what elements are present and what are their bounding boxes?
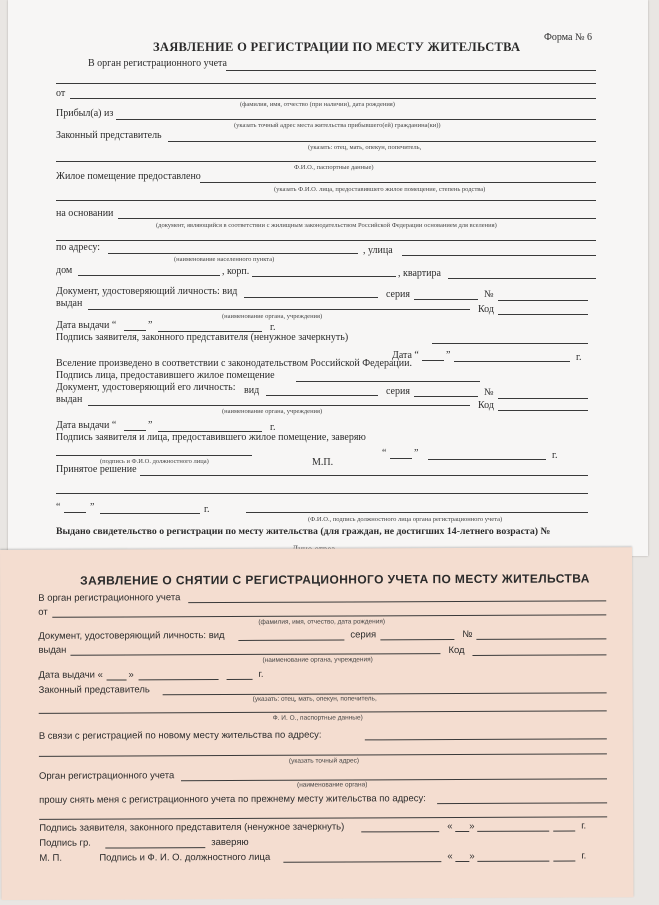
- street-field[interactable]: [402, 255, 596, 256]
- issue-year-label-f2: г.: [258, 668, 264, 680]
- date-year-1: г.: [576, 352, 582, 363]
- series-field-2[interactable]: [380, 639, 454, 640]
- to-organ-field-line2[interactable]: [56, 83, 596, 84]
- issue-date-label-2: Дата выдачи «: [38, 669, 103, 681]
- building-label: , корп.: [222, 266, 250, 277]
- issue-day-field-f2[interactable]: [107, 679, 127, 680]
- apartment-label: , квартира: [398, 268, 441, 279]
- issue-day-field[interactable]: [124, 330, 146, 331]
- series-field[interactable]: [414, 299, 478, 300]
- date-month-field-2[interactable]: [428, 459, 546, 460]
- date-day-field-2[interactable]: [390, 458, 412, 459]
- number-label-2: №: [462, 628, 473, 640]
- street-label: , улица: [363, 245, 393, 256]
- applicant-signature-label: Подпись заявителя, законного представителя (ненужное зачеркнуть): [56, 332, 349, 343]
- reg-organ-hint: (наименование органа): [297, 781, 368, 789]
- date-day-field-1[interactable]: [422, 360, 444, 361]
- applicant-signature-label-2: Подпись заявителя, законного представителя (ненужное зачеркнуть): [39, 821, 345, 834]
- old-address-field[interactable]: [437, 802, 607, 804]
- code-label: Код: [478, 304, 494, 315]
- to-organ-field-2[interactable]: [188, 600, 606, 603]
- issue-date-quote-close-f2: »: [128, 669, 134, 681]
- organ-hint-2: (наименование органа, учреждения): [262, 656, 373, 664]
- basis-hint: (документ, являющийся в соответствии с жилищным законодательством Российской Федерации основанием для вселения): [156, 222, 497, 229]
- code2-label: Код: [478, 400, 494, 411]
- id-doc-label: Документ, удостоверяющий личность: вид: [56, 286, 238, 297]
- house-label: дом: [56, 265, 73, 276]
- new-address-field[interactable]: [365, 738, 607, 740]
- sig-date-q-open-2: «: [447, 851, 453, 863]
- from-field[interactable]: [70, 98, 596, 99]
- date-label-1: Дата “: [392, 350, 419, 361]
- citizen-signature-field[interactable]: [105, 847, 205, 848]
- organ-hint: (наименование органа, учреждения): [222, 313, 323, 320]
- new-address-label: В связи с регистрацией по новому месту жительства по адресу:: [38, 729, 322, 742]
- from-label: от: [56, 88, 66, 99]
- housing-field-line2[interactable]: [56, 200, 596, 201]
- code-field[interactable]: [498, 314, 588, 315]
- sig-date-year-1[interactable]: [553, 830, 575, 831]
- issue-day2-field[interactable]: [124, 430, 146, 431]
- legal-rep-field-2-line2[interactable]: [39, 710, 607, 713]
- sig-year-label-2: г.: [581, 850, 587, 862]
- arrived-hint: (указать точный адрес места жительства прибывшего(ей) гражданина(ки)): [234, 122, 441, 129]
- arrived-label: Прибыл(а) из: [56, 108, 114, 119]
- code2-field[interactable]: [498, 410, 588, 411]
- apartment-field[interactable]: [448, 278, 596, 279]
- issue-date-label: Дата выдачи “: [56, 320, 117, 331]
- decision-field-line2[interactable]: [56, 493, 588, 494]
- exact-address-hint: (указать точный адрес): [288, 757, 360, 765]
- deregistration-sheet: [0, 547, 634, 900]
- old-address-field-line2[interactable]: [39, 816, 607, 819]
- to-organ-field[interactable]: [226, 70, 596, 71]
- decision-field[interactable]: [140, 475, 588, 476]
- date-month-field-3[interactable]: [100, 513, 200, 514]
- applicant-signature-field[interactable]: [432, 343, 588, 344]
- passport-hint: Ф.И.О., паспортные данные): [294, 164, 374, 171]
- form-6-registration-sheet: [8, 0, 648, 556]
- issue-year-field-f2[interactable]: [227, 679, 253, 680]
- series-label: серия: [386, 289, 410, 300]
- from-field-2[interactable]: [52, 614, 606, 617]
- sig-date-day-1[interactable]: [455, 831, 469, 832]
- date-quote-close-3: ”: [90, 502, 95, 513]
- series2-field[interactable]: [414, 396, 478, 397]
- id-doc-label-2: Документ, удостоверяющий личность: вид: [38, 630, 225, 642]
- code-label-2: Код: [448, 644, 465, 657]
- legal-rep-hint-2: (указать: отец, мать, опекун, попечитель,: [252, 695, 377, 703]
- new-address-field-line2[interactable]: [39, 753, 607, 756]
- organ2-hint: (наименование органа, учреждения): [222, 408, 323, 415]
- vid-label: вид: [244, 385, 260, 396]
- issue-date-quote-close: ”: [148, 320, 153, 331]
- housing-field[interactable]: [200, 182, 596, 183]
- sig-date-month-1[interactable]: [477, 831, 549, 832]
- form-1-title: ЗАЯВЛЕНИЕ О РЕГИСТРАЦИИ ПО МЕСТУ ЖИТЕЛЬСТВА: [153, 40, 521, 54]
- issued-field-2[interactable]: [70, 653, 440, 656]
- date-year-2: г.: [552, 450, 558, 461]
- form-number: Форма № 6: [544, 32, 592, 43]
- reg-official-hint: (Ф.И.О., подпись должностного лица органа регистрационного учета): [308, 516, 503, 523]
- reg-organ-field[interactable]: [181, 778, 607, 781]
- date-quote-close-1: ”: [446, 350, 451, 361]
- date-year-3: г.: [204, 504, 210, 515]
- from-hint: (фамилия, имя, отчество (при наличии), дата рождения): [240, 101, 395, 108]
- code-field-2[interactable]: [472, 654, 606, 656]
- certify-label: Подпись заявителя и лица, предоставившего жилое помещение, заверяю: [56, 432, 366, 443]
- id-doc2-label: Документ, удостоверяющий его личность:: [56, 382, 236, 393]
- basis-label: на основании: [56, 208, 114, 219]
- sig-year-label-1: г.: [581, 820, 587, 832]
- issue-month-field-f2[interactable]: [139, 679, 219, 680]
- sig-date-q-close-2: »: [469, 850, 475, 862]
- legal-rep-field-2[interactable]: [163, 692, 607, 695]
- sig-date-year-2[interactable]: [553, 860, 575, 861]
- legal-rep-field[interactable]: [168, 141, 596, 142]
- provider-signature-field[interactable]: [296, 381, 480, 382]
- date-quote-close-2: ”: [414, 448, 419, 459]
- official-signature-label-2: Подпись и Ф. И. О. должностного лица: [99, 851, 271, 864]
- date-month-field-1[interactable]: [454, 361, 570, 362]
- moved-in-text: Вселение произведено в соответствии с законодательством Российской Федерации.: [56, 358, 412, 369]
- legal-rep-field-line2[interactable]: [56, 161, 596, 162]
- settlement-hint: (наименование населенного пункта): [174, 256, 275, 263]
- basis-field[interactable]: [118, 218, 596, 219]
- issue-year-label: г.: [270, 322, 276, 333]
- certificate-issued-text: Выдано свидетельство о регистрации по месту жительства (для граждан, не достигших 14-летнего возраста) №: [56, 526, 551, 537]
- address-label: по адресу:: [56, 242, 101, 253]
- legal-rep-label: Законный представитель: [56, 130, 162, 141]
- housing-label: Жилое помещение предоставлено: [56, 171, 201, 182]
- date-quote-open-3: “: [56, 502, 61, 513]
- reg-organ-label: Орган регистрационного учета: [38, 770, 175, 782]
- id-doc2-type-field[interactable]: [266, 395, 378, 396]
- official-signature-field[interactable]: [56, 455, 252, 456]
- passport-hint-2: Ф. И. О., паспортные данные): [272, 714, 363, 722]
- settlement-field[interactable]: [108, 253, 358, 254]
- issue-date2-label: Дата выдачи “: [56, 420, 117, 431]
- issued-label: выдан: [56, 298, 83, 309]
- number2-label: №: [484, 387, 494, 398]
- sig-date-q-close-1: »: [469, 820, 475, 832]
- from-label-2: от: [38, 606, 48, 618]
- house-field[interactable]: [78, 275, 220, 276]
- stamp-mp-label: М.П.: [312, 457, 334, 468]
- issued-label-2: выдан: [38, 644, 67, 656]
- date-quote-open-2: “: [382, 448, 387, 459]
- legal-rep-hint: (указать: отец, мать, опекун, попечитель,: [308, 144, 422, 151]
- to-organ-label-2: В орган регистрационного учета: [38, 592, 181, 604]
- applicant-signature-field-2[interactable]: [361, 831, 439, 832]
- stamp-mp-label-2: М. П.: [39, 852, 63, 864]
- number-field-2[interactable]: [476, 638, 606, 640]
- legal-rep-label-2: Законный представитель: [38, 684, 150, 696]
- issue-year2-label: г.: [270, 422, 276, 433]
- number-field[interactable]: [498, 300, 588, 301]
- issued2-label: выдан: [56, 394, 83, 405]
- issue-date2-quote-close: ”: [148, 420, 153, 431]
- to-organ-label: В орган регистрационного учета: [88, 58, 227, 69]
- issued-field[interactable]: [88, 309, 470, 310]
- official-hint: (подпись и Ф.И.О. должностного лица): [100, 458, 209, 465]
- basis-field-line2[interactable]: [56, 240, 596, 241]
- housing-hint: (указать Ф.И.О. лица, предоставившего жилое помещение, степень родства): [274, 186, 486, 193]
- date-day-field-3[interactable]: [64, 512, 86, 513]
- sig-date-q-open-1: «: [447, 821, 453, 833]
- certify-label-2: заверяю: [211, 836, 249, 849]
- arrived-field[interactable]: [116, 119, 596, 120]
- reg-official-signature-field[interactable]: [246, 512, 588, 513]
- official-signature-field-2[interactable]: [283, 861, 441, 863]
- series2-label: серия: [386, 386, 410, 397]
- citizen-signature-label: Подпись гр.: [39, 837, 91, 849]
- deregister-request-text: прошу снять меня с регистрационного учета по прежнему месту жительства по адресу:: [39, 793, 426, 806]
- number2-field[interactable]: [498, 398, 588, 399]
- sig-date-day-2[interactable]: [455, 861, 469, 862]
- id-doc-type-field-2[interactable]: [238, 639, 344, 640]
- id-doc-type-field[interactable]: [244, 297, 378, 298]
- issued2-field[interactable]: [88, 405, 470, 406]
- sig-date-month-2[interactable]: [477, 861, 549, 862]
- from-hint-2: (фамилия, имя, отчество, дата рождения): [258, 618, 386, 626]
- decision-label: Принятое решение: [56, 464, 137, 475]
- series-label-2: серия: [350, 629, 377, 641]
- building-field[interactable]: [252, 276, 396, 277]
- provider-signature-label: Подпись лица, предоставившего жилое помещение: [56, 370, 275, 381]
- form-2-title: ЗАЯВЛЕНИЕ О СНЯТИИ С РЕГИСТРАЦИОННОГО УЧЕТА ПО МЕСТУ ЖИТЕЛЬСТВА: [80, 571, 590, 588]
- number-label: №: [484, 289, 494, 300]
